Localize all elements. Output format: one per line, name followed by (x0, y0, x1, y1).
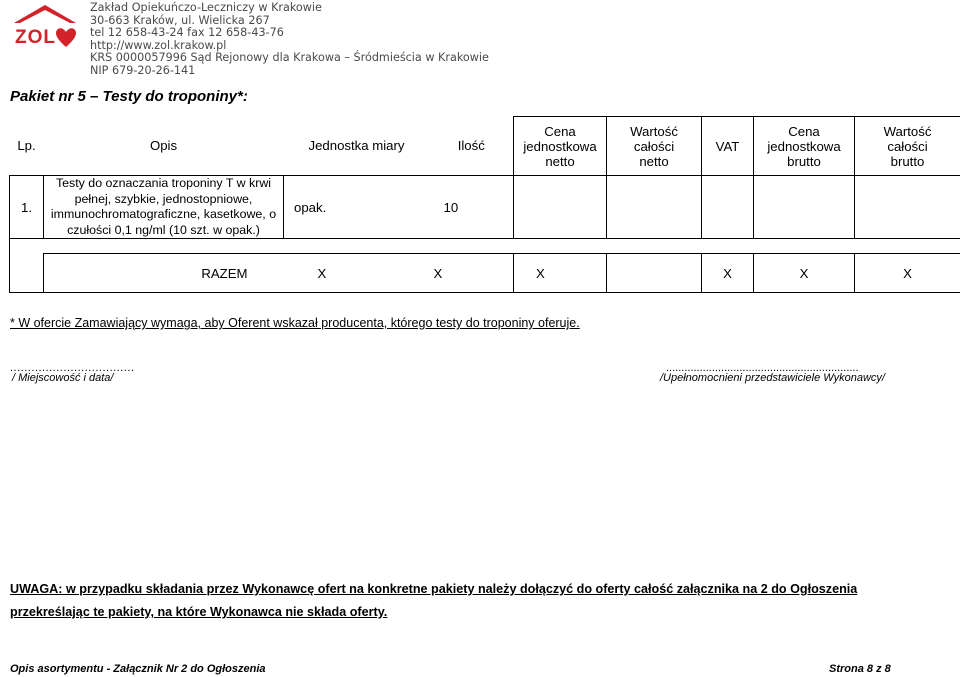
header-line-krs: KRS 0000057996 Sąd Rejonowy dla Krakowa – Śródmieścia w Krakowie (90, 51, 489, 64)
table-row (10, 176, 960, 239)
header-cena-netto-line2: jednostkowa (523, 138, 597, 154)
representatives-label: /Upełnomocnieni przedstawiciele Wykonawcy/ (660, 372, 885, 384)
header-cena-brutto-line1: Cena (788, 123, 820, 139)
header-wartosc-netto-line3: netto (639, 153, 669, 169)
header-line-address: 30-663 Kraków, ul. Wielicka 267 (90, 13, 270, 27)
summary-x-cena-brutto: X (754, 254, 855, 293)
header-wartosc-netto-line1: Wartość (630, 123, 678, 139)
header-opis: Opis (149, 138, 178, 154)
header-line-nip: NIP 679-20-26-141 (90, 63, 196, 77)
summary-x-jednostka: X (284, 254, 430, 293)
svg-text:ZOL: ZOL (15, 27, 56, 48)
spacer-cell (10, 239, 44, 254)
summary-label: RAZEM (44, 254, 284, 293)
price-table (9, 116, 960, 293)
header-vat: VAT (702, 117, 754, 176)
cell-ilosc: 10 (430, 176, 514, 239)
summary-wartosc-brutto[interactable]: X (855, 254, 960, 293)
summary-x-cena-netto: X (514, 254, 607, 293)
header-line-phone: tel 12 658-43-24 fax 12 658-43-76 (90, 26, 284, 39)
header-wartosc-brutto-line1: Wartość (883, 123, 932, 139)
header-line-website-link[interactable]: http://www.zol.krakow.pl (90, 38, 227, 52)
header-line-name: Zakład Opiekuńczo-Leczniczy w Krakowie (90, 1, 322, 14)
header-cena-brutto-line2: jednostkowa (767, 138, 841, 154)
summary-row (10, 254, 960, 293)
header-cena-brutto-line3: brutto (787, 153, 821, 169)
cell-cena-brutto[interactable] (754, 176, 855, 239)
producer-note: * W ofercie Zamawiający wymaga, aby Oferent wskazał producenta, którego testy do troponiny oferuje. (10, 316, 580, 330)
warning-line1: UWAGA: w przypadku składania przez Wykonawcę ofert na konkretne pakiety należy dołączyć do oferty całość załącznika na 2 do Ogłoszenia (10, 582, 858, 596)
page-number: Strona 8 z 8 (829, 663, 891, 675)
place-date-dots: ................................... (10, 362, 135, 374)
representatives-dots: ............................................................... (666, 362, 859, 374)
header-jednostka: Jednostka miary (308, 138, 405, 154)
header-cena-netto-line1: Cena (544, 123, 576, 139)
table-header-row (10, 117, 960, 176)
cell-opis-line3: immunochromatograficzne, kasetkowe, o (50, 207, 277, 221)
cell-opis-line2: pełnej, szybkie, jednostopniowe, (74, 191, 253, 206)
header-wartosc-netto-line2: całości (633, 138, 675, 154)
header-cena-netto-line3: netto (545, 153, 575, 169)
place-date-label: / Miejscowość i data/ (12, 372, 114, 384)
cell-wartosc-netto[interactable] (607, 176, 702, 239)
summary-x-ilosc: X (430, 254, 514, 293)
summary-x-vat: X (702, 254, 754, 293)
header-cena-netto (514, 117, 607, 176)
cell-cena-netto[interactable] (514, 176, 607, 239)
summary-empty-cell (10, 254, 44, 293)
cell-lp: 1. (10, 176, 44, 239)
spacer-cell (44, 239, 960, 254)
header-ilosc: Ilość (457, 138, 485, 154)
warning-line2: przekreślając te pakiety, na które Wykonawca nie składa oferty. (10, 605, 388, 619)
cell-wartosc-brutto[interactable] (855, 176, 960, 239)
header-cena-brutto (754, 117, 855, 176)
spacer-row (10, 239, 960, 254)
header-wartosc-netto (607, 117, 702, 176)
header-wartosc-brutto (855, 117, 960, 176)
cell-opis (44, 176, 284, 239)
header-wartosc-brutto-line3: brutto (890, 153, 925, 169)
header-lp: Lp. (17, 138, 36, 154)
cell-vat[interactable] (702, 176, 754, 239)
page-title: Pakiet nr 5 – Testy do troponiny*: (10, 88, 248, 105)
header-wartosc-brutto-line2: całości (887, 138, 928, 154)
footer-left: Opis asortymentu - Załącznik Nr 2 do Ogłoszenia (10, 663, 266, 675)
summary-wartosc-netto[interactable] (607, 254, 702, 293)
cell-opis-line4: czułości 0,1 ng/ml (10 szt. w opak.) (67, 222, 260, 237)
cell-opis-line1: Testy do oznaczania troponiny T w krwi (55, 176, 272, 190)
cell-jednostka: opak. (284, 176, 430, 239)
zol-logo (10, 3, 80, 49)
